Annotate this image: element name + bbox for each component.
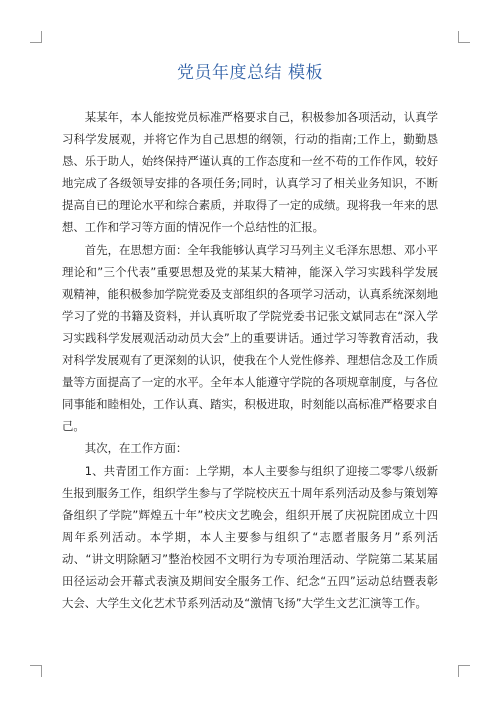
paragraph-youth-league: 1、共青团工作方面：上学期，本人主要参与组织了迎接二零零八级新生报到服务工作，组织学生参与了学院校庆五十周年系列活动及参与策划筹备组织了学院”辉煌五十年”校庆文艺晚会，组织开展了庆祝院团成立十四周年系列活动。本学期，本人主要参与组织了“志愿者服务月”系列活动、“讲文明除陋习”整治校园不文明行为专项治理活动、学院第二某某届田径运动会开幕式表演及期间安全服务工作、纪念“五四”运动总结暨表彰大会、大学生文化艺术节系列活动及“激情飞扬”大学生文艺汇演等工作。 (62, 463, 438, 611)
paragraph-work-heading: 其次，在工作方面： (84, 441, 188, 456)
crop-mark-bottom-right (458, 665, 470, 677)
crop-mark-top-right (458, 31, 470, 43)
crop-mark-bottom-left (30, 665, 42, 677)
document-body (62, 106, 438, 614)
paragraph-thought: 首先，在思想方面：全年我能够认真学习马列主义毛泽东思想、邓小平理论和”三个代表”重要思想及党的某某大精神，能深入学习实践科学发展观精神，能积极参加学院党委及支部组织的各项学习活动，认真系统深刻地学习了党的书籍及资料，并认真听取了学院党委书记张文斌同志在“深入学习实践科学发展观活动动员大会”上的重要讲话。通过学习等教育活动，我对科学发展观有了更深刻的认识，使我在个人党性修养、理想信念及工作质量等方面提高了一定的水平。全年本人能遵守学院的各项规章制度，与各位同事能和睦相处，工作认真、踏实，积极进取，时刻能以高标准严格要求自己。 (62, 242, 438, 434)
document-title: 党员年度总结 模板 (177, 63, 323, 83)
crop-mark-top-left (30, 31, 42, 43)
paragraph-intro: 某某年，本人能按党员标准严格要求自己，积极参加各项活动，认真学习科学发展观，并将它作为自己思想的纲领，行动的指南;工作上，勤勤恳恳、乐于助人，始终保持严谨认真的工作态度和一丝不苟的工作作风，较好地完成了各级领导安排的各项任务;同时，认真学习了相关业务知识，不断提高自已的理论水平和综合素质，并取得了一定的成绩。现将我一年来的思想、工作和学习等方面的情况作一个总结性的汇报。 (62, 110, 438, 235)
